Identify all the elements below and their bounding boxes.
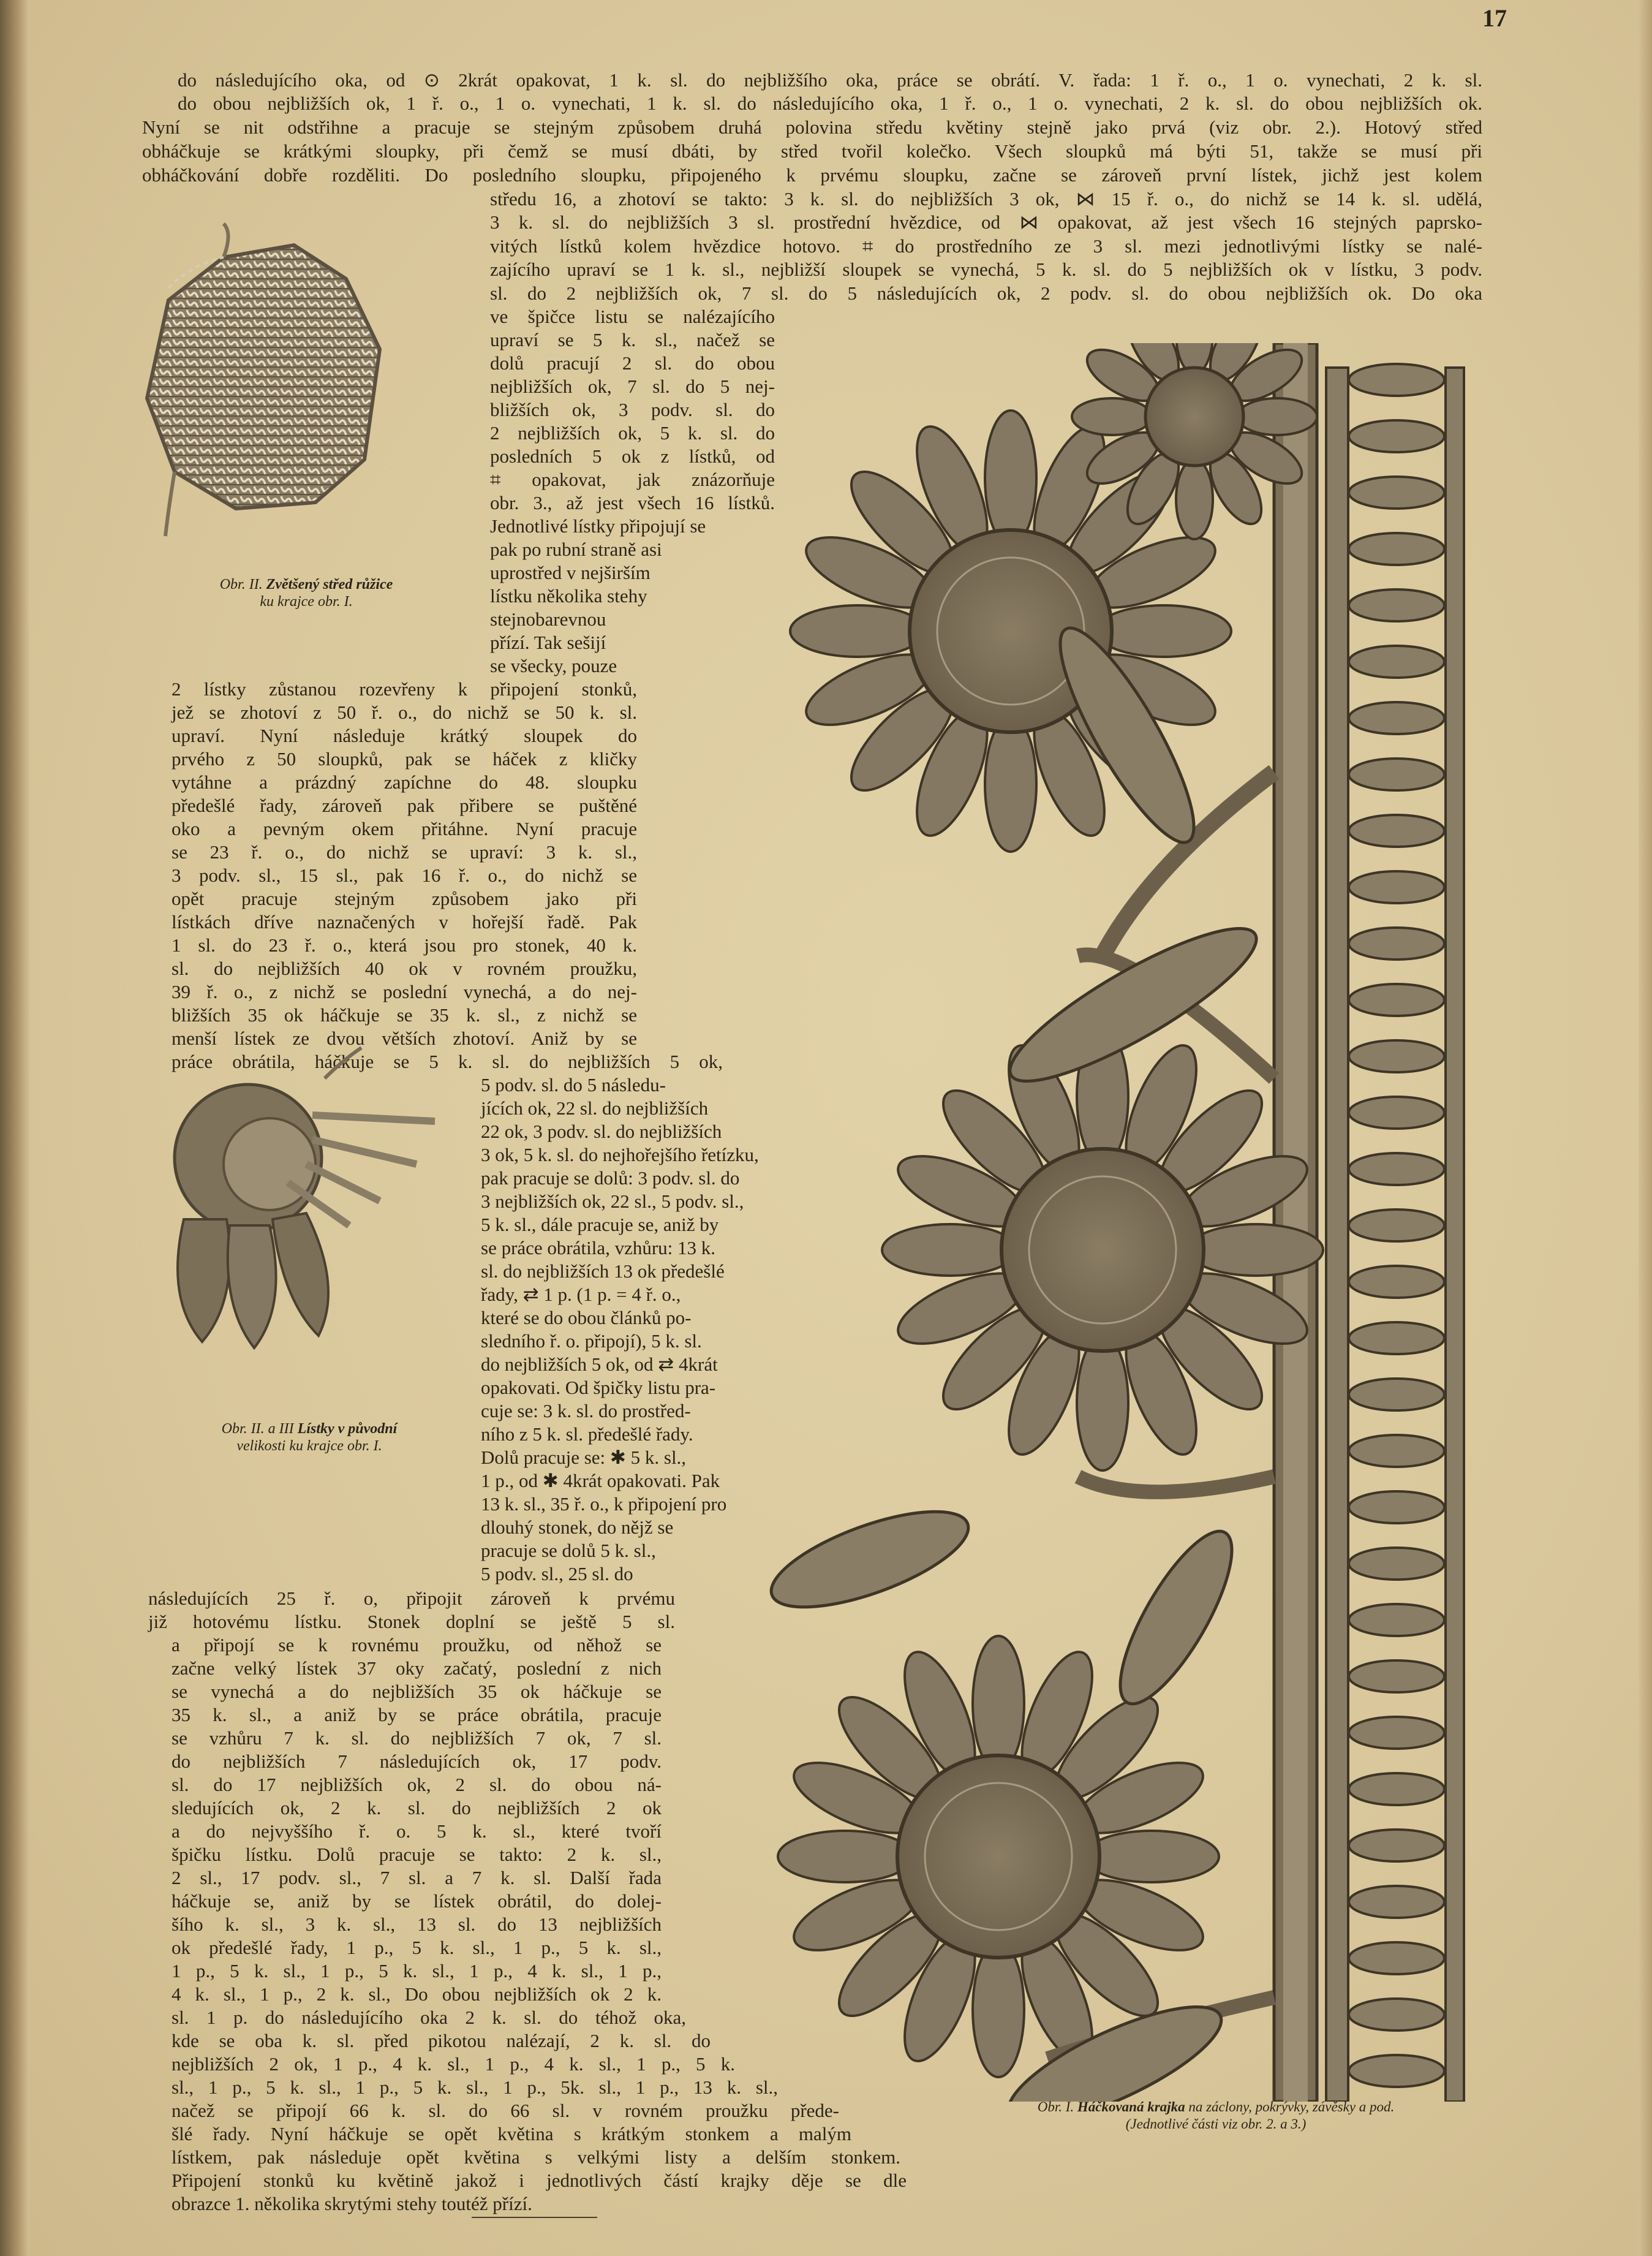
text-line: vitých lístků kolem hvězdice hotovo. ⌗ do prostředního ze 3 sl. mezi jednotlivými lístky se nalé-: [490, 235, 1482, 257]
text-line: sl. do 17 nejbližších ok, 2 sl. do obou ná-: [172, 1774, 662, 1795]
caption-title: Lístky v původní: [297, 1421, 398, 1437]
caption-title: Háčkovaná krajka: [1077, 2099, 1185, 2114]
page-edge: [1639, 0, 1652, 2256]
text-line: se všecky, pouze: [490, 655, 617, 676]
fringe-leaf: [1349, 477, 1444, 509]
fringe-leaf: [1349, 646, 1444, 678]
fringe-leaf: [1349, 533, 1444, 565]
text-line: lístku několika stehy: [490, 585, 647, 607]
text-line: stejnobarevnou: [490, 608, 606, 630]
lace-petal: [985, 717, 1036, 852]
caption-fig3: [165, 1420, 453, 1455]
fringe-leaf: [1349, 1209, 1444, 1241]
text-line: jících ok, 22 sl. do nejbližších: [481, 1097, 709, 1119]
fringe-leaf: [1349, 1999, 1444, 2031]
text-line: obháčkování dobře rozděliti. Do posledního sloupku, připojeného k prvému sloupku, začne se zároveň první lístek, jichž jest kolem: [142, 164, 1482, 186]
fringe-leaf: [1349, 1153, 1444, 1185]
text-line: které se do obou článků po-: [481, 1307, 692, 1328]
text-line: upraví. Nyní následuje krátký sloupek do: [172, 725, 637, 746]
lace-petal: [1176, 460, 1213, 539]
text-line: začne velký lístek 37 oky začatý, poslední z nich: [172, 1657, 662, 1679]
lace-petal: [985, 411, 1036, 545]
text-line: Dolů pracuje se: ✱ 5 k. sl.,: [481, 1447, 687, 1468]
text-line: bližších 35 ok háčkuje se 35 k. sl., z nichž se: [172, 1004, 637, 1026]
fringe-leaf: [1349, 1830, 1444, 1861]
text-line: ve špičce listu se nalézajícího: [490, 306, 775, 327]
text-line: práce obrátila, háčkuje se 5 k. sl. do nejbližších 5 ok,: [172, 1051, 723, 1072]
text-line: 13 k. sl., 35 ř. o., k připojení pro: [481, 1493, 727, 1515]
text-line: 5 k. sl., dále pracuje se, aniž by: [481, 1214, 719, 1235]
lace-flower: [882, 1029, 1323, 1471]
text-line: cuje se: 3 k. sl. do prostřed-: [481, 1400, 691, 1421]
text-line: prvého z 50 sloupků, pak se háček z kličky: [172, 748, 637, 770]
caption-label: Obr. II. a III: [221, 1421, 294, 1437]
text-line: 3 podv. sl., 15 sl., pak 16 ř. o., do nichž se: [172, 865, 637, 886]
text-line: pracuje se dolů 5 k. sl.,: [481, 1540, 656, 1561]
fringe-leaf: [1349, 1773, 1444, 1805]
figure-crochet-lace: [649, 343, 1525, 2102]
text-line: ok předešlé řady, 1 p., 5 k. sl., 1 p., 5 k. sl.,: [172, 1937, 662, 1958]
fringe-leaf: [1349, 984, 1444, 1016]
text-line: načež se připojí 66 k. sl. do 66 sl. v rovném proužku přede-: [172, 2100, 839, 2121]
text-line: do nejbližších 5 ok, od ⇄ 4krát: [481, 1353, 718, 1375]
fringe-leaf: [1349, 759, 1444, 790]
text-line: 5 podv. sl. do 5 následu-: [481, 1074, 666, 1096]
fringe-leaf: [1349, 364, 1444, 396]
text-line: kde se oba k. sl. před pikotou nalézají, 2 k. sl. do: [172, 2030, 711, 2051]
lace-petal: [973, 1942, 1024, 2077]
fringe-leaf: [1349, 1040, 1444, 1072]
text-line: 3 k. sl. do nejbližších 3 sl. prostřední hvězdice, od ⋈ opakovat, až jest všech 16 stejných paprsko-: [490, 211, 1482, 233]
text-line: 35 k. sl., a aniž by se práce obrátila, pracuje: [172, 1704, 662, 1725]
lace-petal: [1077, 1336, 1128, 1471]
text-line: Jednotlivé lístky připojují se: [490, 515, 706, 537]
fringe-leaf: [1349, 871, 1444, 903]
text-line: obrazce 1. několika skrytými stehy toutéž přízí.: [172, 2193, 532, 2214]
text-line: předešlé řady, zároveň pak přibere se puštěné: [172, 795, 637, 816]
section-divider: [472, 2217, 597, 2218]
text-line: opakovati. Od špičky listu pra-: [481, 1377, 716, 1398]
caption-subtitle: na záclony, pokrývky, závěsky a pod.: [1188, 2099, 1395, 2114]
fringe-leaf: [1349, 1886, 1444, 1918]
text-line: do nejbližších 7 následujících ok, 17 podv.: [172, 1751, 662, 1772]
text-line: do následujícího oka, od ⊙ 2krát opakovat, 1 k. sl. do nejbližšího oka, práce se obrátí. V. řada: 1 ř. o., 1 o. vynechati, 2 k. sl.: [178, 69, 1482, 91]
text-line: nejbližších ok, 7 sl. do 5 nej-: [490, 376, 775, 397]
text-line: opět pracuje stejným způsobem jako při: [172, 888, 637, 909]
caption-fig1: [925, 2099, 1507, 2133]
fringe-leaf: [1349, 1379, 1444, 1410]
text-line: sl. do 2 nejbližších ok, 7 sl. do 5 následujících ok, 2 podv. sl. do obou nejbližších ok. Do oka: [490, 282, 1482, 304]
text-line: 5 podv. sl., 25 sl. do: [481, 1563, 633, 1584]
text-line: Nyní se nit odstřihne a pracuje se stejným způsobem druhá polovina středu květiny stejně jako prvá (viz obr. 2.). Hotový střed: [142, 116, 1482, 138]
text-line: se práce obrátila, vzhůru: 13 k.: [481, 1237, 716, 1259]
lace-petal: [1188, 1224, 1323, 1276]
text-line: šlé řady. Nyní háčkuje se opět květina s krátkým stonkem a malým: [172, 2123, 851, 2144]
text-line: a připojí se k rovnému proužku, od něhož se: [172, 1634, 662, 1656]
text-line: lístkem, pak následuje opět květina s velkými listy a delším stonkem.: [172, 2146, 900, 2168]
figure-crochet-leaves: [147, 1042, 453, 1385]
text-line: menší lístek ze dvou větších zhotoví. Aniž by se: [172, 1028, 637, 1049]
text-line: dlouhý stonek, do nějž se: [481, 1516, 674, 1538]
text-line: přízí. Tak sešijí: [490, 632, 606, 653]
text-line: 1 p., 5 k. sl., 1 p., 5 k. sl., 1 p., 4 k. sl., 1 p.,: [172, 1960, 662, 1982]
text-line: háčkuje se, aniž by se lístek obrátil, do dolej-: [172, 1890, 662, 1912]
text-line: vytáhne a prázdný zapíchne do 48. sloupku: [172, 771, 637, 793]
text-line: 22 ok, 3 podv. sl. do nejbližších: [481, 1121, 722, 1142]
fringe-leaf: [1349, 1322, 1444, 1354]
fringe-leaf: [1349, 928, 1444, 960]
caption-fig2: [165, 576, 447, 610]
lace-petal: [1072, 398, 1152, 435]
figure-crochet-center: [132, 221, 420, 539]
text-line: 2 nejbližších ok, 5 k. sl. do: [490, 422, 775, 444]
fringe-leaf: [1349, 1548, 1444, 1580]
text-line: sledujících ok, 2 k. sl. do nejbližších 2 ok: [172, 1797, 662, 1819]
text-line: pak po rubní straně asi: [490, 539, 662, 560]
text-line: 1 sl. do 23 ř. o., která jsou pro stonek, 40 k.: [172, 934, 637, 956]
text-line: a do nejvyššího ř. o. 5 k. sl., které tvoří: [172, 1820, 662, 1842]
fringe-leaf: [1349, 702, 1444, 734]
fringe-leaf: [1349, 1717, 1444, 1749]
text-line: posledních 5 ok z lístků, od: [490, 445, 775, 467]
text-line: zajícího upraví se 1 k. sl., nejbližší sloupek se vynechá, 5 k. sl. do 5 nejbližších ok v lístku, 3 podv.: [490, 259, 1482, 280]
text-line: šího k. sl., 3 k. sl., 13 sl. do 13 nejbližších: [172, 1913, 662, 1935]
text-line: sl. do nejbližších 40 ok v rovném proužku,: [172, 958, 637, 979]
text-line: se vzhůru 7 k. sl. do nejbližších 7 ok, 7 sl.: [172, 1727, 662, 1749]
caption-subtitle: velikosti ku krajce obr. I.: [236, 1438, 382, 1454]
fringe-leaf: [1349, 1097, 1444, 1129]
text-line: sl. 1 p. do následujícího oka 2 k. sl. do téhož oka,: [172, 2007, 686, 2028]
text-line: již hotovému lístku. Stonek doplní se ještě 5 sl.: [148, 1611, 675, 1632]
text-line: uprostřed v nejširším: [490, 562, 651, 583]
text-line: nejbližších 2 ok, 1 p., 4 k. sl., 1 p., 4 k. sl., 1 p., 5 k.: [172, 2053, 735, 2075]
fringe-leaf: [1349, 815, 1444, 847]
text-line: do obou nejbližších ok, 1 ř. o., 1 o. vynechati, 1 k. sl. do následujícího oka, 1 ř. o., 1 o. vynechati, 2 k. sl. do obou nejbližších ok.: [178, 93, 1482, 114]
lace-petal: [1096, 605, 1231, 657]
text-line: 3 ok, 5 k. sl. do nejhořejšího řetízku,: [481, 1144, 759, 1165]
fringe-leaf: [1349, 1942, 1444, 1974]
fringe-leaf: [1349, 1604, 1444, 1636]
text-line: upraví se 5 k. sl., načež se: [490, 329, 775, 350]
fringe-leaf: [1349, 420, 1444, 452]
lace-fringe: [1349, 364, 1444, 2087]
fringe-leaf: [1349, 1491, 1444, 1523]
text-line: se vynechá a do nejbližších 35 ok háčkuje se: [172, 1681, 662, 1702]
text-line: středu 16, a zhotoví se takto: 3 k. sl. do nejbližších 3 ok, ⋈ 15 ř. o., do nichž se 14 k. sl. udělá,: [490, 188, 1482, 210]
caption-subtitle: ku krajce obr. I.: [260, 594, 353, 610]
lace-petal: [882, 1224, 1017, 1276]
lace-flower: [778, 1636, 1219, 2077]
text-line: bližších ok, 3 podv. sl. do: [490, 399, 775, 420]
text-line: řady, ⇄ 1 p. (1 p. = 4 ř. o.,: [481, 1284, 681, 1305]
page-binding: [0, 0, 29, 2256]
text-line: obháčkuje se krátkými sloupky, při čemž se musí dbáti, by střed tvořil kolečko. Všech sloupků má býti 51, takže se musí při: [142, 140, 1482, 162]
text-line: lístkách dříve naznačených v hořejší řadě. Pak: [172, 911, 637, 933]
text-line: dolů pracují 2 sl. do obou: [490, 352, 775, 374]
caption-label: Obr. I.: [1037, 2099, 1074, 2114]
caption-note: (Jednotlivé části viz obr. 2. a 3.): [1125, 2116, 1307, 2132]
text-line: 39 ř. o., z nichž se poslední vynechá, a do nej-: [172, 981, 637, 1002]
text-line: ⌗ opakovat, jak znázorňuje: [490, 469, 775, 490]
lace-petal: [1237, 398, 1317, 435]
lace-petal: [778, 1831, 913, 1882]
text-line: pak pracuje se dolů: 3 podv. sl. do: [481, 1167, 740, 1189]
fringe-leaf: [1349, 589, 1444, 621]
fringe-leaf: [1349, 1266, 1444, 1298]
text-line: oko a pevným okem přitáhne. Nyní pracuje: [172, 818, 637, 839]
caption-label: Obr. II.: [219, 577, 263, 592]
fringe-leaf: [1349, 1435, 1444, 1467]
text-line: sl. do nejbližších 13 ok předešlé: [481, 1260, 725, 1282]
text-line: 2 sl., 17 podv. sl., 7 sl. a 7 k. sl. Další řada: [172, 1867, 662, 1888]
text-line: se 23 ř. o., do nichž se upraví: 3 k. sl.,: [172, 841, 637, 863]
text-line: 3 nejbližších ok, 22 sl., 5 podv. sl.,: [481, 1190, 744, 1212]
text-line: obr. 3., až jest všech 16 lístků.: [490, 492, 775, 513]
fringe-leaf: [1349, 2055, 1444, 2087]
text-line: špičku lístku. Dolů pracuje se takto: 2 k. sl.,: [172, 1844, 662, 1865]
lace-petal: [790, 605, 925, 657]
text-line: 2 lístky zůstanou rozevřeny k připojení stonků,: [172, 678, 637, 700]
text-line: následujících 25 ř. o, připojit zároveň k prvému: [148, 1588, 675, 1609]
text-line: 1 p., od ✱ 4krát opakovati. Pak: [481, 1470, 720, 1491]
fringe-leaf: [1349, 1660, 1444, 1692]
text-line: sledního ř. o. připojí), 5 k. sl.: [481, 1330, 702, 1352]
text-line: ního z 5 k. sl. předešlé řady.: [481, 1423, 693, 1445]
caption-title: Zvětšený střed růžice: [266, 577, 393, 592]
page-number: 17: [1482, 4, 1507, 32]
lace-petal: [973, 1636, 1024, 1771]
lace-petal: [1084, 1831, 1219, 1882]
text-line: Připojení stonků ku květině jakož i jednotlivých částí krajky děje se dle: [172, 2170, 907, 2191]
text-line: sl., 1 p., 5 k. sl., 1 p., 5 k. sl., 1 p., 5k. sl., 1 p., 13 k. sl.,: [172, 2076, 778, 2098]
text-line: 4 k. sl., 1 p., 2 k. sl., Do obou nejbližších ok 2 k.: [172, 1983, 662, 2005]
text-line: jež se zhotoví z 50 ř. o., do nichž se 50 k. sl.: [172, 702, 637, 723]
